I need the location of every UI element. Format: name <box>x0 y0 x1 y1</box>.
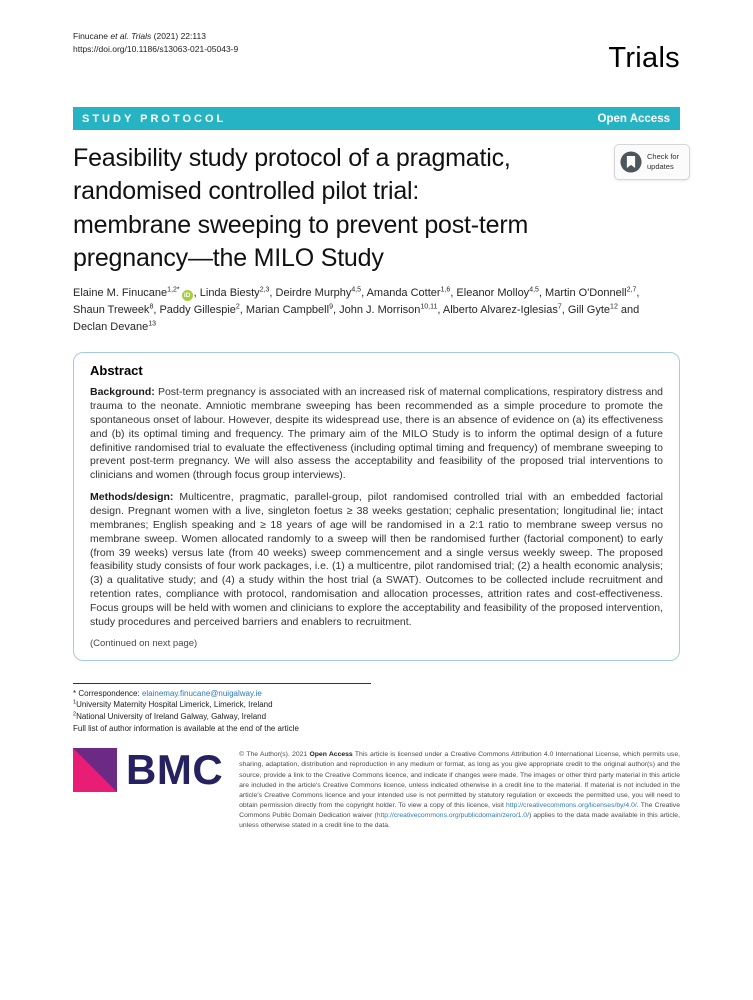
doi-text: https://doi.org/10.1186/s13063-021-05043-9 <box>73 44 239 55</box>
affiliation-line <box>73 699 680 711</box>
author-affiliation-sup: 4,5 <box>351 286 362 294</box>
author-affiliation-sup: 1,6 <box>440 286 451 294</box>
affiliation-text: National University of Ireland Galway, Galway, Ireland <box>76 711 267 721</box>
publisher-footer <box>73 748 680 832</box>
author-name: , Shaun Treweek <box>73 287 640 317</box>
check-badge-line: Check for <box>647 152 680 162</box>
author-affiliation-sup: 9 <box>329 303 333 311</box>
paragraph-label: Background: <box>90 386 155 399</box>
footnotes <box>73 683 680 734</box>
author-affiliation-sup: 2,3 <box>259 286 270 294</box>
author-name: Elaine M. Finucane <box>73 287 168 299</box>
author-name: , John J. Morrison <box>332 304 421 317</box>
open-access-label: Open Access <box>597 112 670 125</box>
correspondence-line <box>73 688 680 700</box>
author-affiliation-sup: 1,2* <box>167 286 180 294</box>
bmc-logo <box>73 748 223 792</box>
journal-logo: Trials <box>608 42 680 74</box>
copyright-segment: ) applies to the data made available in this article, unless otherwise stated in a credit line to the data. <box>239 812 680 830</box>
citation-line <box>73 30 238 43</box>
check-for-updates-badge[interactable] <box>614 144 690 180</box>
author-list <box>73 285 651 336</box>
correspondence-email-link[interactable]: elainemay.finucane@nuigalway.ie <box>141 688 262 698</box>
crossmark-icon <box>620 151 642 173</box>
author-name: , Martin O'Donnell <box>538 287 627 299</box>
abstract-heading: Abstract <box>90 363 143 379</box>
footnote-divider <box>73 683 371 684</box>
author-affiliation-sup: 8 <box>149 303 154 311</box>
copyright-segment: © The Author(s). 2021 <box>239 751 310 759</box>
citation-block <box>73 30 238 56</box>
paragraph-text: Multicentre, pragmatic, parallel-group, pilot randomised controlled trial with an embedded factorial design. Pregnant women with a live, singleton foetus ≥ 38 weeks gestation; cephalic presentation; longitudinal lie; intact membranes; English speaking and ≥ 18 years of age will be randomised in a 2:1 ratio to membrane sweep versus no membrane sweep. Women allocated randomly to a sweep will then be randomised further (factorial component) to early (from 39 weeks) versus late (from 40 weeks) sweep commencement and a single versus weekly sweep. The proposed feasibility study consists of four work packages, i.e. (1) a multicentre, pilot randomised trial; (2) a health economic analysis; (3) a qualitative study; and (4) a study within the host trial (a SWAT). Outcomes to be collected include recruitment and retention rates, compliance with protocol, randomisation and allocation processes, attrition rates and cost-effectiveness. Focus groups will be held with women and clinicians to explore the acceptability and feasibility of the proposed intervention, study procedures and perceived barriers and enablers to recruitment. <box>90 491 663 628</box>
author-affiliation-sup: 13 <box>148 320 157 328</box>
article-title <box>73 142 680 275</box>
orcid-icon[interactable]: iD <box>182 290 193 301</box>
check-for-updates-label <box>647 152 679 172</box>
author-name: , Linda Biesty <box>193 287 260 299</box>
cc-by-license-link[interactable]: http://creativecommons.org/licenses/by/4.0/ <box>506 802 637 810</box>
author-name: , Amanda Cotter <box>361 287 441 299</box>
author-affiliation-sup: 10,11 <box>420 303 438 311</box>
affiliation-sup: 2 <box>73 711 77 718</box>
author-name: and Declan Devane <box>73 304 640 334</box>
correspondence-label: * Correspondence: <box>73 688 142 698</box>
continued-note: (Continued on next page) <box>90 637 198 649</box>
affiliation-text: University Maternity Hospital Limerick, Limerick, Ireland <box>76 700 273 710</box>
affiliation-sup: 1 <box>73 699 77 706</box>
citation-segment: Finucane <box>73 31 111 41</box>
abstract-paragraph-methods <box>90 491 663 630</box>
page-header <box>73 30 680 75</box>
citation-segment: et al. Trials <box>110 31 152 41</box>
author-name: , Paddy Gillespie <box>153 304 236 317</box>
copyright-segment: . The Creative Commons Public Domain Dedication waiver ( <box>239 802 680 820</box>
title-line: pregnancy—the MILO Study <box>73 243 384 272</box>
bmc-logo-text: BMC <box>126 746 224 794</box>
author-affiliation-sup: 7 <box>557 303 562 311</box>
title-line: membrane sweeping to prevent post-term <box>73 210 529 239</box>
author-affiliation-sup: 2,7 <box>626 286 637 294</box>
abstract-box <box>73 352 680 661</box>
article-type-banner <box>73 107 680 130</box>
author-affiliation-sup: 2 <box>235 303 240 311</box>
paragraph-label: Methods/design: <box>90 491 174 504</box>
title-section <box>73 142 680 275</box>
author-affiliation-sup: 4,5 <box>529 286 539 294</box>
title-line: Feasibility study protocol of a pragmatic, <box>73 144 511 172</box>
copyright-segment: This article is licensed under a Creative Commons Attribution 4.0 International License, which permits use, sharing, adaptation, distribution and reproduction in any medium or format, as long as you give appropriate credit to the original author(s) and the source, provide a link to the Creative Commons licence, and indicate if changes were made. The images or other third party material in this article are included in the article's Creative Commons licence, unless indicated otherwise in a credit line to the material. If material is not included in the article's Creative Commons licence and your intended use is not permitted by statutory regulation or exceeds the permitted use, you will need to obtain permission directly from the copyright holder. To view a copy of this licence, visit <box>239 751 680 810</box>
author-affiliation-sup: 12 <box>610 303 618 311</box>
author-name: , Eleanor Molloy <box>450 287 530 299</box>
cc-public-domain-link[interactable]: http://creativecommons.org/publicdomain/zero/1.0/ <box>376 812 529 820</box>
copyright-text <box>239 750 680 832</box>
copyright-open-access-label: Open Access <box>309 751 353 759</box>
author-name: , Gill Gyte <box>561 304 611 317</box>
bmc-logo-mark-icon <box>73 748 117 792</box>
author-name: , Deirdre Murphy <box>269 287 352 299</box>
author-name: , Alberto Alvarez-Iglesias <box>437 304 558 317</box>
affiliation-line <box>73 711 680 723</box>
author-name: , Marian Campbell <box>239 304 330 317</box>
title-line: randomised controlled pilot trial: <box>73 177 420 206</box>
check-badge-line: updates <box>647 162 674 171</box>
article-type-label: STUDY PROTOCOL <box>82 112 227 125</box>
abstract-paragraph-background <box>90 386 663 483</box>
citation-segment: (2021) 22:113 <box>151 31 206 41</box>
full-author-list-note: Full list of author information is available at the end of the article <box>73 723 299 733</box>
paragraph-text: Post-term pregnancy is associated with an increased risk of maternal complications, respiratory distress and trauma to the neonate. Amniotic membrane sweeping has been recommended as a simple procedure to promote the spontaneous onset of labour. However, despite its widespread use, there is an absence of evidence on (a) its effectiveness and (b) its optimal timing and frequency. The primary aim of the MILO Study is to inform the optimal design of a future definitive randomised trial to evaluate the effectiveness (including optimal timing and frequency) of membrane sweeping to prevent post-term pregnancy. We will also assess the acceptability and feasibility of the proposed trial interventions to clinicians and women (through focus group interviews). <box>90 386 663 482</box>
